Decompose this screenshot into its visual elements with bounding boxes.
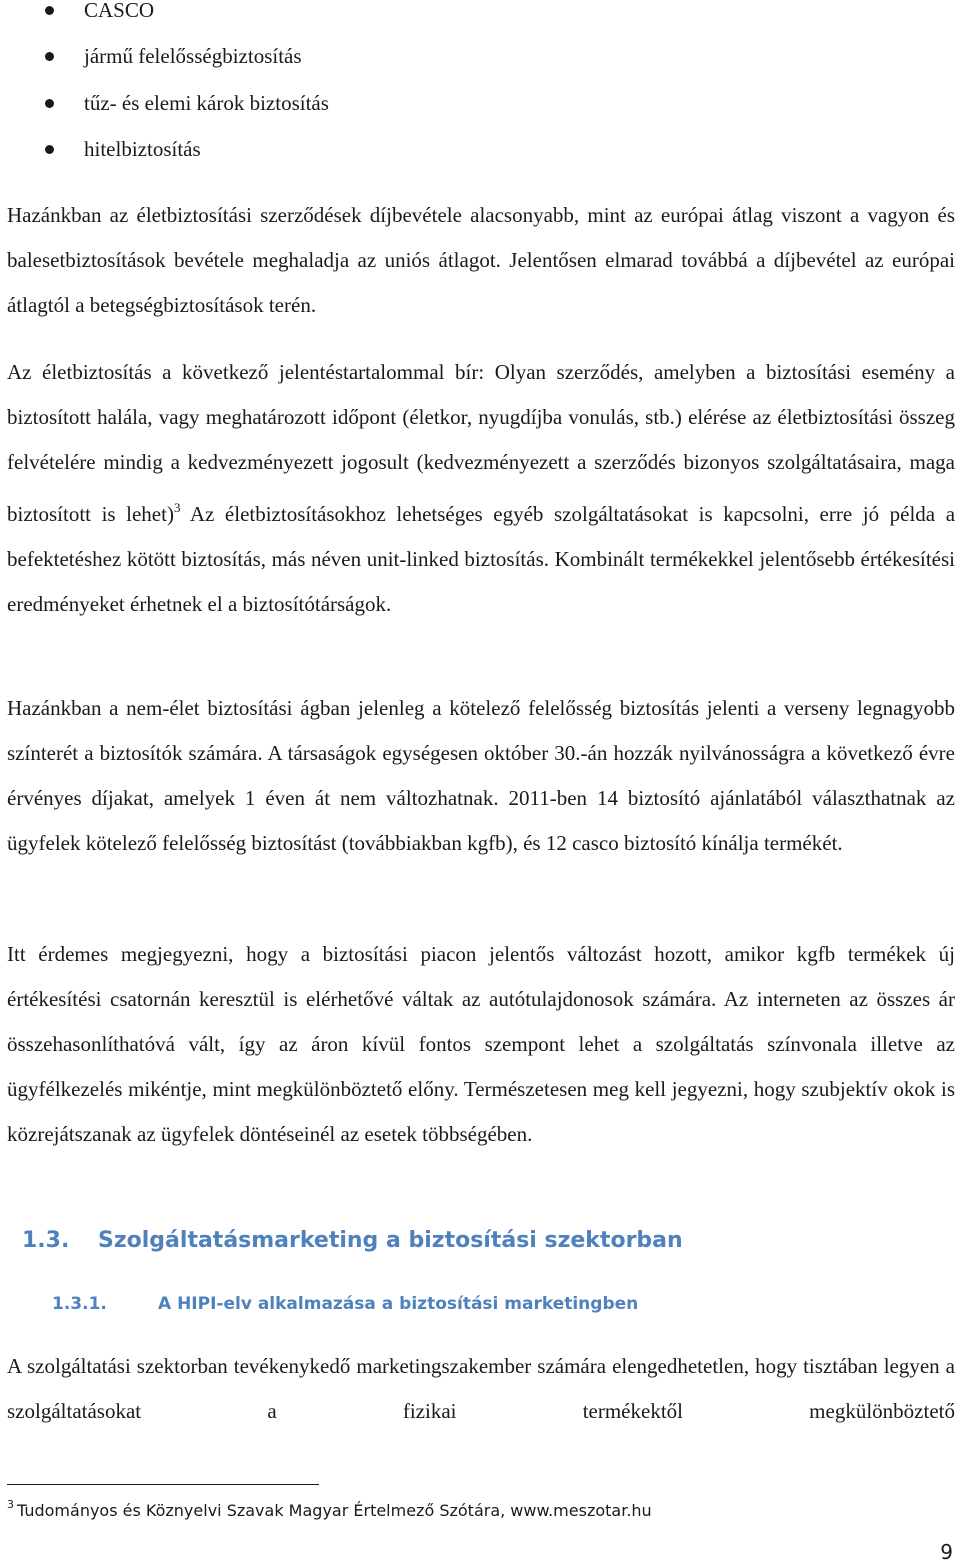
paragraph-online-sales: Itt érdemes megjegyezni, hogy a biztosítási piacon jelentős változást hozott, amikor kgfb termékek új értékesítési csatornán keresztül is elérhetővé váltak az autótulajdonosok számára. Az interneten az összes ár összehasonlíthatóvá vált, így az áron kívül fontos szempont lehet a szolgáltatás színvonala illetve az ügyfélkezelés mikéntje, mint megkülönböztető előny. Természetesen meg kell jegyezni, hogy szubjektív okok is közrejátszanak az ügyfelek döntéseinél az esetek többségében. — [7, 942, 955, 1146]
paragraph-premium-income: Hazánkban az életbiztosítási szerződések díjbevétele alacsonyabb, mint az európai átlag viszont a vagyon és balesetbiztosítások bevétele meghaladja az uniós átlagot. Jelentősen elmarad továbbá a díjbevétel az európai átlagtól a betegségbiztosítások terén. — [7, 203, 955, 317]
paragraph-text: Az életbiztosításokhoz lehetséges egyéb szolgáltatásokat is kapcsolni, erre jó példa a befektetéshez kötött biztosítás, más néven unit-linked biztosítás. Kombinált termékekkel jelentősebb értékesítési eredményeket érhetnek el a biztosítótárságok. — [7, 502, 956, 616]
footnote-reference: 3 — [173, 500, 181, 515]
section-title: Szolgáltatásmarketing a biztosítási szektorban — [98, 1228, 683, 1253]
subsection-number: 1.3.1. — [52, 1294, 107, 1314]
bullet-icon — [45, 99, 54, 108]
paragraph-life-insurance-definition — [7, 350, 955, 627]
bullet-icon — [45, 145, 54, 154]
list-item — [0, 41, 600, 71]
list-item-text: CASCO — [84, 0, 155, 22]
section-heading — [22, 1228, 683, 1253]
footnote-separator — [7, 1484, 319, 1485]
bullet-icon — [45, 52, 54, 61]
footnote — [7, 1498, 652, 1520]
subsection-heading — [52, 1294, 638, 1314]
bullet-icon — [45, 6, 54, 15]
subsection-title: A HIPI-elv alkalmazása a biztosítási marketingben — [158, 1294, 639, 1314]
list-item — [0, 134, 600, 164]
paragraph-text: Az életbiztosítás a következő jelentéstartalommal bír: Olyan szerződés, amelyben a biztosítási esemény a biztosított halála, vagy meghatározott időpont (életkor, nyugdíjba vonulás, stb.) elérése az életbiztosítási összeg felvételére mindig a kedvezményezett jogosult (kedvezményezett a szerződés bizonyos szolgáltatásaira, maga biztosított is lehet) — [7, 360, 955, 526]
footnote-number: 3 — [7, 1498, 14, 1511]
paragraph-non-life-insurance: Hazánkban a nem-élet biztosítási ágban jelenleg a kötelező felelősség biztosítás jelenti a verseny legnagyobb színterét a biztosítók számára. A társaságok egységesen október 30.-án hozzák nyilvánosságra a következő évre érvényes díjakat, amelyek 1 éven át nem változhatnak. 2011-ben 14 biztosító ajánlatából választhatnak az ügyfelek kötelező felelősség biztosítást (továbbiakban kgfb), és 12 casco biztosító kínálja termékét. — [7, 696, 955, 855]
list-item-text: hitelbiztosítás — [84, 137, 201, 161]
list-item — [0, 0, 600, 25]
section-number: 1.3. — [22, 1228, 70, 1253]
page-number: 9 — [940, 1540, 953, 1564]
footnote-text: Tudományos és Köznyelvi Szavak Magyar Értelmező Szótára, www.meszotar.hu — [17, 1501, 652, 1520]
paragraph-service-marketing: A szolgáltatási szektorban tevékenykedő marketingszakember számára elengedhetetlen, hogy tisztában legyen a szolgáltatásokat a fizikai termékektől megkülönböztető — [7, 1354, 955, 1423]
list-item-text: jármű felelősségbiztosítás — [84, 44, 302, 68]
list-item — [0, 88, 600, 118]
list-item-text: tűz- és elemi károk biztosítás — [84, 91, 329, 115]
